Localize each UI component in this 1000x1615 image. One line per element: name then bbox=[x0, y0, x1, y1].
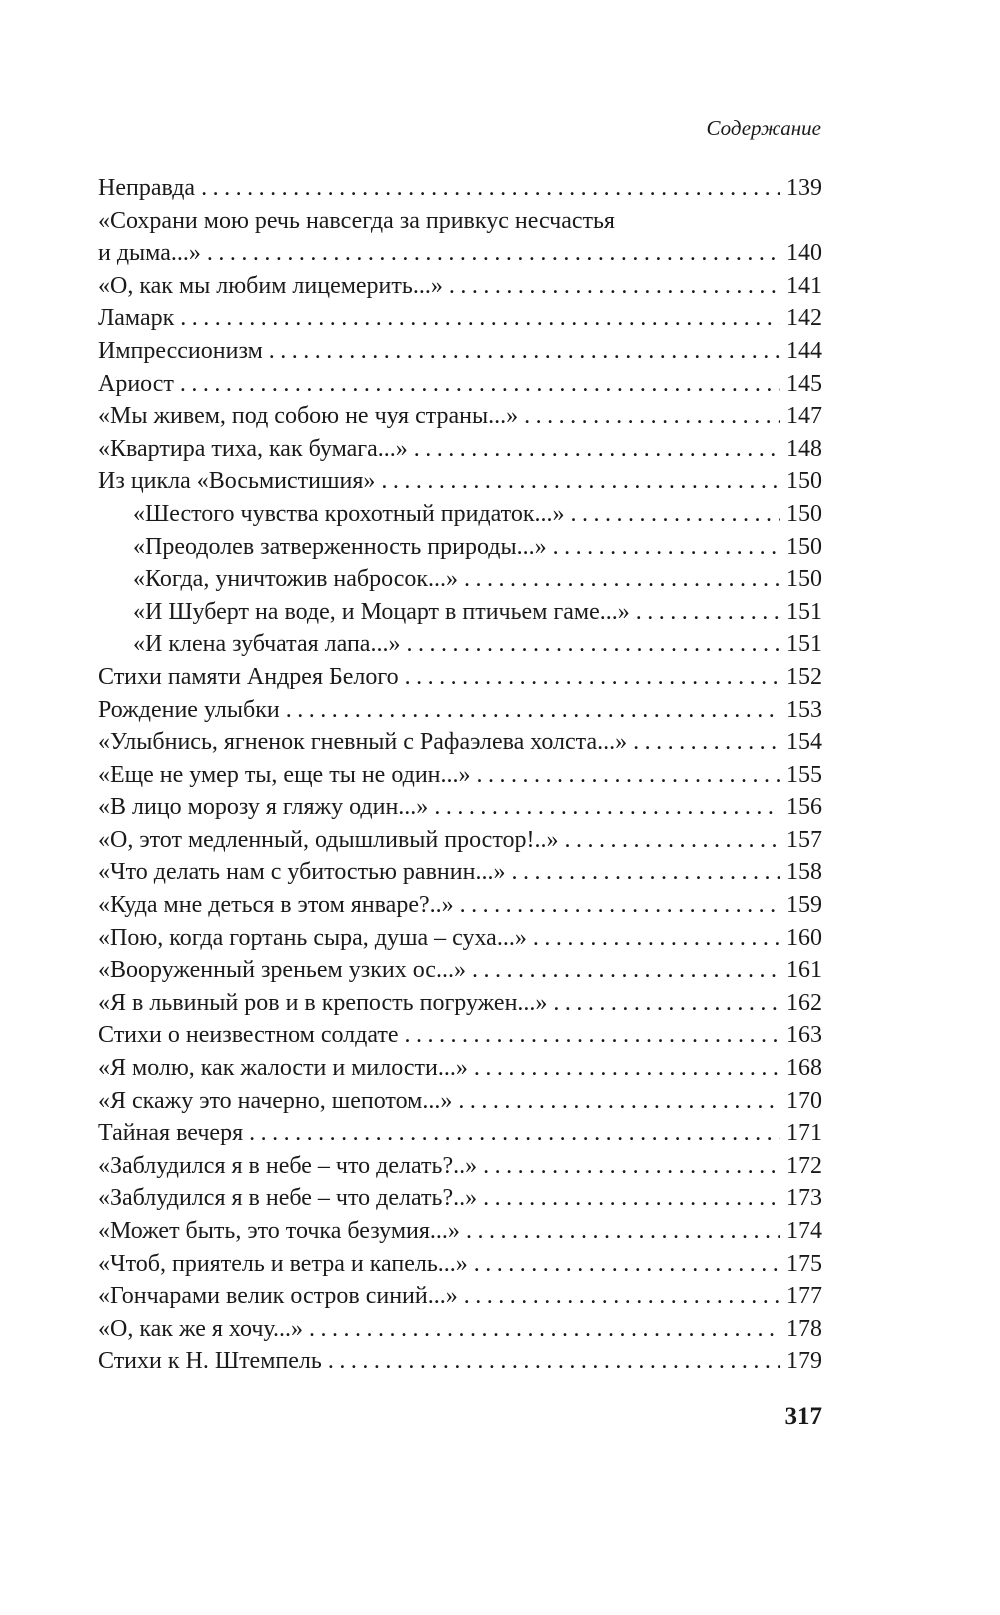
toc-entry-title: Стихи к Н. Штемпель bbox=[98, 1348, 322, 1375]
toc-entry-page: 139 bbox=[786, 175, 822, 201]
toc-entry-page: 158 bbox=[786, 859, 822, 886]
toc-entry-title: «О, этот медленный, одышливый простор!..» bbox=[98, 826, 559, 853]
dot-leader bbox=[309, 1313, 780, 1346]
toc-entry bbox=[98, 465, 822, 498]
dot-leader bbox=[405, 1019, 780, 1052]
toc-entry-page: 141 bbox=[786, 272, 822, 299]
toc-entry-title: «О, как мы любим лицемерить...» bbox=[98, 272, 443, 299]
toc-entry bbox=[98, 563, 822, 596]
dot-leader bbox=[636, 596, 780, 629]
dot-leader bbox=[269, 335, 780, 368]
toc-entry bbox=[98, 759, 822, 792]
toc-entry-page: 142 bbox=[786, 305, 822, 332]
toc-entry-title: «Улыбнись, ягненок гневный с Рафаэлева холста...» bbox=[98, 729, 628, 756]
dot-leader bbox=[464, 563, 780, 596]
toc-entry-title: «Чтоб, приятель и ветра и капель...» bbox=[98, 1250, 468, 1277]
toc-entry bbox=[98, 1313, 822, 1346]
dot-leader bbox=[633, 726, 780, 759]
toc-entry-title: Из цикла «Восьмистишия» bbox=[98, 468, 376, 495]
dot-leader bbox=[553, 987, 780, 1020]
toc-entry-page: 154 bbox=[786, 729, 822, 756]
toc-entry bbox=[98, 889, 822, 922]
toc-entry-page: 150 bbox=[786, 468, 822, 495]
dot-leader bbox=[381, 465, 780, 498]
toc-entry-page: 160 bbox=[786, 924, 822, 951]
toc-entry-title: Ламарк bbox=[98, 305, 175, 332]
toc-entry-title: Неправда bbox=[98, 175, 196, 201]
toc-entry-page: 150 bbox=[786, 500, 822, 527]
dot-leader bbox=[460, 889, 780, 922]
toc-entry-title: «Преодолев затверженность природы...» bbox=[133, 533, 547, 560]
toc-entry-page: 155 bbox=[786, 761, 822, 788]
toc-entry-title: «Квартира тиха, как бумага...» bbox=[98, 435, 408, 462]
toc-entry bbox=[98, 694, 822, 727]
toc-entry bbox=[98, 1052, 822, 1085]
dot-leader bbox=[553, 531, 780, 564]
running-header: Содержание bbox=[706, 116, 821, 140]
toc-entry-title: «Куда мне деться в этом январе?..» bbox=[98, 892, 454, 919]
toc-entry-page: 173 bbox=[786, 1185, 822, 1212]
toc-entry-title-line: «Сохрани мою речь навсегда за привкус несчастья bbox=[98, 207, 615, 234]
toc-entry-page: 159 bbox=[786, 892, 822, 919]
toc-entry bbox=[98, 335, 822, 368]
toc-entry-title: «Мы живем, под собою не чуя страны...» bbox=[98, 403, 519, 430]
dot-leader bbox=[405, 661, 780, 694]
toc-entry bbox=[98, 1182, 822, 1215]
toc-entry bbox=[98, 856, 822, 889]
toc-entry-page: 145 bbox=[786, 370, 822, 397]
dot-leader bbox=[180, 368, 780, 401]
toc-entry-page: 150 bbox=[786, 566, 822, 593]
dot-leader bbox=[414, 433, 780, 466]
toc-entry-page: 163 bbox=[786, 1022, 822, 1049]
toc-entry-title: «Я скажу это начерно, шепотом...» bbox=[98, 1087, 453, 1114]
dot-leader bbox=[483, 1182, 780, 1215]
toc-entry-page: 177 bbox=[786, 1283, 822, 1310]
toc-entry-title: «О, как же я хочу...» bbox=[98, 1315, 304, 1342]
toc-entry-title: «Когда, уничтожив набросок...» bbox=[133, 566, 459, 593]
toc-entry bbox=[98, 1215, 822, 1248]
toc-entry bbox=[98, 270, 822, 303]
toc-entry bbox=[98, 368, 822, 401]
toc-entry-page: 162 bbox=[786, 989, 822, 1016]
toc-entry-title: «Шестого чувства крохотный придаток...» bbox=[133, 500, 565, 527]
dot-leader bbox=[483, 1150, 780, 1183]
toc-entry bbox=[98, 1345, 822, 1378]
toc-entry-page: 175 bbox=[786, 1250, 822, 1277]
toc-entry-title: «И Шуберт на воде, и Моцарт в птичьем гаме...» bbox=[133, 598, 630, 625]
dot-leader bbox=[434, 791, 780, 824]
toc-entry bbox=[98, 661, 822, 694]
toc-entry-page: 150 bbox=[786, 533, 822, 560]
dot-leader bbox=[286, 694, 780, 727]
dot-leader bbox=[464, 1280, 780, 1313]
toc-entry bbox=[98, 1117, 822, 1150]
toc-entry bbox=[98, 824, 822, 857]
toc-entry-page: 153 bbox=[786, 696, 822, 723]
toc-entry bbox=[98, 628, 822, 661]
toc-entry bbox=[98, 172, 822, 205]
toc-entry-title: «Заблудился я в небе – что делать?..» bbox=[98, 1185, 478, 1212]
toc-entry-title: «Вооруженный зреньем узких ос...» bbox=[98, 957, 466, 984]
toc-entry-title: «Я в львиный ров и в крепость погружен...» bbox=[98, 989, 548, 1016]
toc-entry-title: Стихи о неизвестном солдате bbox=[98, 1022, 399, 1049]
toc-entry-page: 144 bbox=[786, 337, 822, 364]
dot-leader bbox=[207, 237, 780, 270]
toc-entry-title: «В лицо морозу я гляжу один...» bbox=[98, 794, 429, 821]
toc-entry-page: 170 bbox=[786, 1087, 822, 1114]
toc-entry-title: «Пою, когда гортань сыра, душа – суха...» bbox=[98, 924, 527, 951]
toc-entry-title: Рождение улыбки bbox=[98, 696, 280, 723]
dot-leader bbox=[474, 1248, 780, 1281]
dot-leader bbox=[571, 498, 781, 531]
toc-entry bbox=[98, 1085, 822, 1118]
toc-entry bbox=[98, 922, 822, 955]
toc-entry-page: 178 bbox=[786, 1315, 822, 1342]
toc-entry bbox=[98, 1019, 822, 1052]
toc-entry bbox=[98, 791, 822, 824]
toc-entry-title: «Что делать нам с убитостью равнин...» bbox=[98, 859, 506, 886]
toc-entry-title: «Заблудился я в небе – что делать?..» bbox=[98, 1152, 478, 1179]
dot-leader bbox=[406, 628, 780, 661]
toc-entry bbox=[98, 726, 822, 759]
toc-entry-title: Тайная вечеря bbox=[98, 1120, 244, 1147]
dot-leader bbox=[472, 954, 780, 987]
dot-leader bbox=[511, 856, 780, 889]
toc-entry bbox=[98, 433, 822, 466]
toc-entry-page: 152 bbox=[786, 663, 822, 690]
toc-entry-title: Ариост bbox=[98, 370, 174, 397]
toc-entry-title: «Может быть, это точка безумия...» bbox=[98, 1218, 460, 1244]
toc-entry-page: 174 bbox=[786, 1218, 822, 1244]
toc-entry-page: 168 bbox=[786, 1055, 822, 1082]
dot-leader bbox=[249, 1117, 780, 1150]
toc-entry-title: Импрессионизм bbox=[98, 337, 263, 364]
toc-entry-page: 151 bbox=[786, 598, 822, 625]
toc-entry bbox=[98, 1280, 822, 1313]
toc-entry bbox=[98, 400, 822, 433]
toc-entry-page: 140 bbox=[786, 240, 822, 267]
toc-entry-page: 171 bbox=[786, 1120, 822, 1147]
toc-entry bbox=[98, 954, 822, 987]
dot-leader bbox=[328, 1345, 780, 1378]
toc-entry-page: 148 bbox=[786, 435, 822, 462]
toc-entry bbox=[98, 987, 822, 1020]
toc-entry bbox=[98, 596, 822, 629]
toc-entry-title: «Гончарами велик остров синий...» bbox=[98, 1283, 458, 1310]
dot-leader bbox=[524, 400, 780, 433]
toc-entry-page: 151 bbox=[786, 631, 822, 658]
dot-leader bbox=[458, 1085, 780, 1118]
page-number: 317 bbox=[784, 1403, 822, 1430]
toc-entry-page: 147 bbox=[786, 403, 822, 430]
toc-entry bbox=[98, 531, 822, 564]
dot-leader bbox=[474, 1052, 780, 1085]
toc-entry bbox=[98, 1150, 822, 1183]
toc-entry-title: «Я молю, как жалости и милости...» bbox=[98, 1055, 468, 1082]
dot-leader bbox=[565, 824, 781, 857]
toc-entry bbox=[98, 1248, 822, 1281]
toc-entry-page: 179 bbox=[786, 1348, 822, 1375]
toc-entry-title: Стихи памяти Андрея Белого bbox=[98, 663, 399, 690]
dot-leader bbox=[449, 270, 780, 303]
table-of-contents bbox=[98, 172, 822, 1378]
dot-leader bbox=[201, 172, 780, 205]
toc-entry-page: 161 bbox=[786, 957, 822, 984]
toc-entry bbox=[98, 302, 822, 335]
toc-entry-title: «И клена зубчатая лапа...» bbox=[133, 631, 401, 658]
toc-entry-page: 157 bbox=[786, 826, 822, 853]
toc-entry-title: «Еще не умер ты, еще ты не один...» bbox=[98, 761, 471, 788]
toc-entry-page: 156 bbox=[786, 794, 822, 821]
dot-leader bbox=[466, 1215, 780, 1248]
toc-entry bbox=[98, 498, 822, 531]
toc-entry-title: и дыма...» bbox=[98, 240, 201, 267]
dot-leader bbox=[180, 302, 780, 335]
dot-leader bbox=[533, 922, 780, 955]
dot-leader bbox=[477, 759, 780, 792]
toc-entry bbox=[98, 237, 822, 270]
toc-entry-page: 172 bbox=[786, 1152, 822, 1179]
